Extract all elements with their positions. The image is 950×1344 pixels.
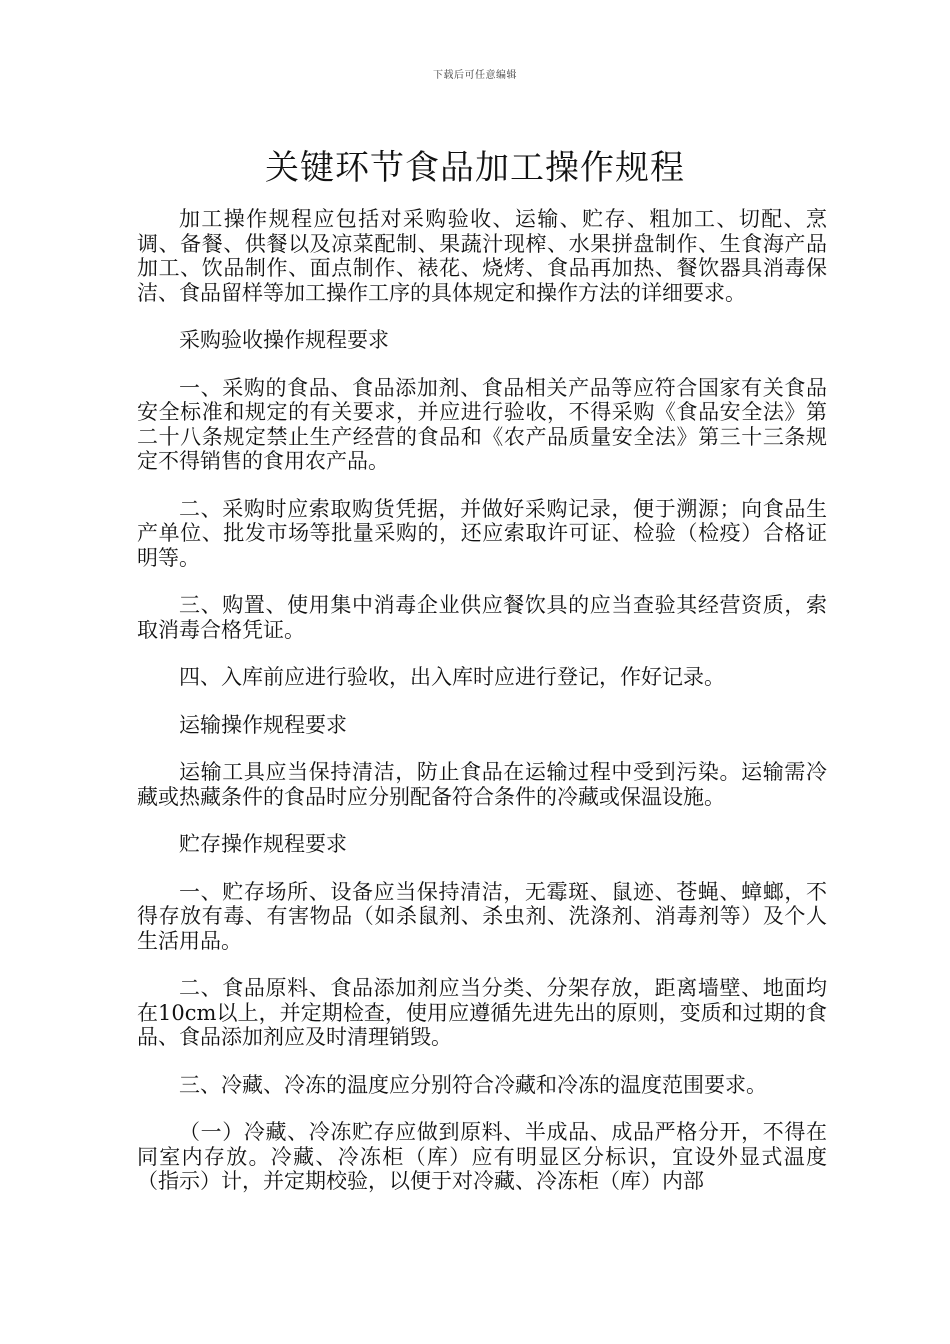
paragraph: 加工操作规程应包括对采购验收、运输、贮存、粗加工、切配、烹调、备餐、供餐以及凉菜配制、果蔬汁现榨、水果拼盘制作、生食海产品加工、饮品制作、面点制作、裱花、烧烤、食品再加热、餐饮器具消毒保洁、食品留样等加工操作工序的具体规定和操作方法的详细要求。 [137, 207, 827, 305]
section-heading: 采购验收操作规程要求 [179, 328, 389, 352]
paragraph: 二、采购时应索取购货凭据，并做好采购记录，便于溯源；向食品生产单位、批发市场等批量采购的，还应索取许可证、检验（检疫）合格证明等。 [137, 496, 827, 570]
paragraph: 运输工具应当保持清洁，防止食品在运输过程中受到污染。运输需冷藏或热藏条件的食品时应分别配备符合条件的冷藏或保温设施。 [137, 760, 827, 809]
header-note: 下载后可任意编辑 [433, 70, 517, 81]
paragraph: 三、冷藏、冷冻的温度应分别符合冷藏和冷冻的温度范围要求。 [179, 1072, 767, 1097]
paragraph: 四、入库前应进行验收，出入库时应进行登记，作好记录。 [179, 665, 725, 689]
paragraph: 三、购置、使用集中消毒企业供应餐饮具的应当查验其经营资质，索取消毒合格凭证。 [137, 593, 827, 642]
paragraph: （一）冷藏、冷冻贮存应做到原料、半成品、成品严格分开，不得在同室内存放。冷藏、冷冻柜（库）应有明显区分标识，宜设外显式温度（指示）计，并定期校验，以便于对冷藏、冷冻柜（库）内部 [137, 1120, 827, 1193]
document-title: 关键环节食品加工操作规程 [265, 148, 685, 188]
section-heading: 运输操作规程要求 [179, 712, 347, 737]
paragraph: 一、贮存场所、设备应当保持清洁，无霉斑、鼠迹、苍蝇、蟑螂，不得存放有毒、有害物品（如杀鼠剂、杀虫剂、洗涤剂、消毒剂等）及个人生活用品。 [137, 879, 827, 953]
paragraph: 一、采购的食品、食品添加剂、食品相关产品等应符合国家有关食品安全标准和规定的有关要求，并应进行验收，不得采购《食品安全法》第二十八条规定禁止生产经营的食品和《农产品质量安全法》第三十三条规定不得销售的食用农产品。 [137, 375, 827, 473]
document-body [137, 207, 827, 1217]
paragraph: 二、食品原料、食品添加剂应当分类、分架存放，距离墙壁、地面均在10cm以上，并定期检查，使用应遵循先进先出的原则，变质和过期的食品、食品添加剂应及时清理销毁。 [137, 976, 827, 1049]
section-heading: 贮存操作规程要求 [179, 832, 347, 856]
